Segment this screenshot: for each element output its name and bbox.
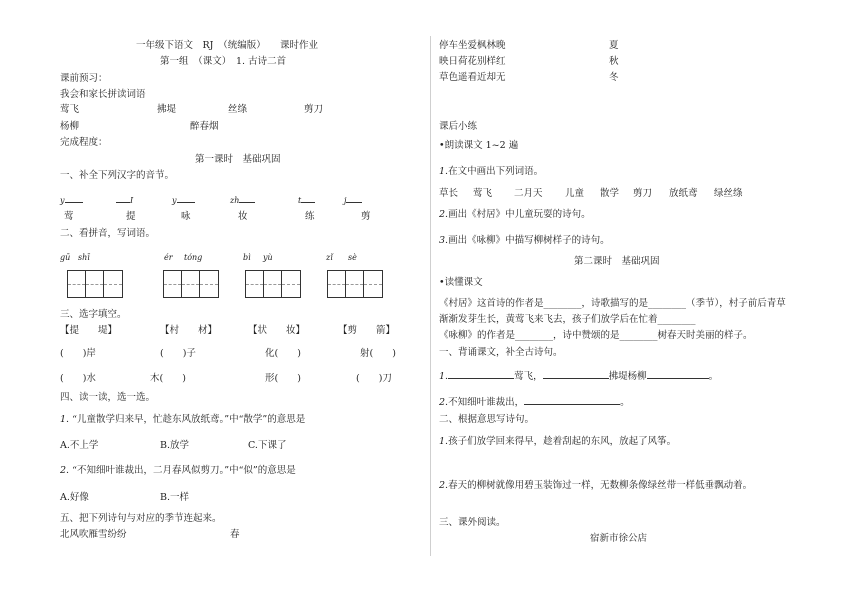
writing-grid[interactable] [327,270,383,298]
pinyin-blank[interactable]: y [60,192,83,207]
recite-line-2[interactable]: 2.不知细叶谁裁出， 。 [439,394,630,409]
reading-question-1: 一、背诵课文，补全古诗句。 [439,347,563,358]
q3-blank[interactable]: ( )岸 [60,348,96,359]
question-3: 三、选字填空。 [60,309,127,320]
season-label[interactable]: 春 [230,529,240,540]
q4-item-2: 2. “不知细叶谁裁出，二月春风似剪刀。”中“似”的意思是 [60,465,296,476]
q4-option[interactable]: A.不上学 [60,440,99,451]
q2-pinyin: bì [243,253,251,262]
q1-char: 咏 [181,211,191,222]
question-2: 二、看拼音，写词语。 [60,228,156,239]
fill-paragraph-1[interactable]: 《村居》这首诗的作者是________，诗歌描写的是________（季节），村子前后青草 [439,298,786,309]
task-word: 散学 [600,188,620,199]
completion-label: 完成程度： [60,137,108,148]
preview-word: 杨柳 [60,121,80,132]
q4-option[interactable]: B.放学 [160,440,190,451]
q2-pinyin: shī [78,253,90,262]
column-divider [430,36,431,556]
q4-option[interactable]: B.一样 [160,492,190,503]
writing-grid[interactable] [163,270,219,298]
q4-option[interactable]: A.好像 [60,492,89,503]
task-2: 2.画出《村居》中儿童玩耍的诗句。 [439,209,591,220]
q1-char: 妆 [238,211,248,222]
preview-label: 课前预习： [60,73,108,84]
pinyin-blank[interactable]: y [172,192,195,207]
after-class-title: 课后小练 [439,121,478,132]
meaning-2: 2.春天的柳树就像用碧玉装饰过一样，无数柳条像绿丝带一样低垂飘动着。 [439,480,753,491]
poem-line[interactable]: 草色遥看近却无 [439,72,506,83]
season-label[interactable]: 夏 [609,40,619,51]
lesson1-title: 第一课时 基础巩固 [195,154,281,165]
pinyin-blank[interactable]: t [298,192,315,207]
q2-pinyin: sè [348,253,357,262]
q3-option-group: 【剪 箭】 [338,325,396,336]
task-word: 儿童 [565,188,585,199]
fill-paragraph-2[interactable]: 渐渐发芽生长，黄莺飞来飞去，孩子们放学后在忙着________ [439,314,696,325]
pinyin-blank[interactable]: zh [230,192,255,207]
understand-label: •读懂课文 [439,277,483,288]
q3-blank[interactable]: ( )水 [60,373,96,384]
q3-blank[interactable]: ( )刀 [356,373,392,384]
preview-instruction: 我会和家长拼读词语 [60,89,146,100]
q3-option-group: 【状 妆】 [248,325,306,336]
task-word: 草长 [439,188,459,199]
preview-word: 拂堤 [157,104,177,115]
season-label[interactable]: 秋 [609,56,619,67]
preview-word: 醉春烟 [190,121,219,132]
q2-pinyin: zǐ [326,253,333,262]
task-word: 绿丝绦 [714,188,743,199]
season-label[interactable]: 冬 [609,72,619,83]
read-instruction: •朗读课文 1~2 遍 [439,140,519,151]
question-1: 一、补全下列汉字的音节。 [60,170,175,181]
writing-grid[interactable] [67,270,123,298]
poem-line[interactable]: 停车坐爱枫林晚 [439,40,506,51]
q1-char: 剪 [361,211,371,222]
q1-char: 练 [305,211,315,222]
q4-item-1: 1. “儿童散学归来早，忙趁东风放纸鸢。”中“散学”的意思是 [60,414,306,425]
q2-pinyin: yù [263,253,273,262]
q2-pinyin: tóng [184,253,203,262]
meaning-1: 1.孩子们放学回来得早，趁着刮起的东风，放起了风筝。 [439,436,677,447]
task-word: 剪刀 [633,188,653,199]
q3-option-group: 【村 材】 [160,325,218,336]
question-5: 五、把下列诗句与对应的季节连起来。 [60,513,222,524]
recite-line-1[interactable]: 1. 莺飞， 拂堤杨柳 。 [439,368,718,383]
reading-question-2: 二、根据意思写诗句。 [439,414,535,425]
q3-blank[interactable]: 化( ) [265,348,301,359]
q3-option-group: 【提 堤】 [60,325,118,336]
q3-blank[interactable]: 射( ) [360,348,396,359]
q3-blank[interactable]: 形( ) [265,373,301,384]
lesson-subheader: 第一组 （课文） 1. 古诗二首 [160,56,287,67]
writing-grid[interactable] [245,270,301,298]
q3-blank[interactable]: ( )子 [160,348,196,359]
poem-title: 宿新市徐公店 [590,533,648,544]
q1-char: 提 [126,211,136,222]
task-1: 1.在文中画出下列词语。 [439,166,544,177]
poem-line[interactable]: 北风吹雁雪纷纷 [60,529,127,540]
q2-pinyin: gū [60,253,71,262]
task-word: 放纸鸢 [669,188,698,199]
preview-word: 丝绦 [228,104,248,115]
task-3: 3.画出《咏柳》中描写柳树样子的诗句。 [439,235,610,246]
pinyin-blank[interactable]: j [344,192,362,207]
page-header: 一年级下语文 RJ （统编版） 课时作业 [136,40,318,51]
lesson2-title: 第二课时 基础巩固 [574,256,660,267]
preview-word: 莺飞 [60,104,80,115]
task-word: 二月天 [514,188,543,199]
q3-blank[interactable]: 木( ) [150,373,186,384]
task-word: 莺飞 [473,188,493,199]
pinyin-blank[interactable]: I [116,192,133,207]
poem-line[interactable]: 映日荷花别样红 [439,56,506,67]
fill-paragraph-3[interactable]: 《咏柳》的作者是________，诗中赞颂的是________树春天时美丽的样子。 [439,330,753,341]
q1-char: 莺 [64,211,74,222]
q2-pinyin: ér [164,253,173,262]
preview-word: 剪刀 [304,104,324,115]
question-4: 四、读一读，选一选。 [60,392,156,403]
q4-option[interactable]: C.下课了 [248,440,287,451]
reading-question-3: 三、课外阅读。 [439,517,506,528]
